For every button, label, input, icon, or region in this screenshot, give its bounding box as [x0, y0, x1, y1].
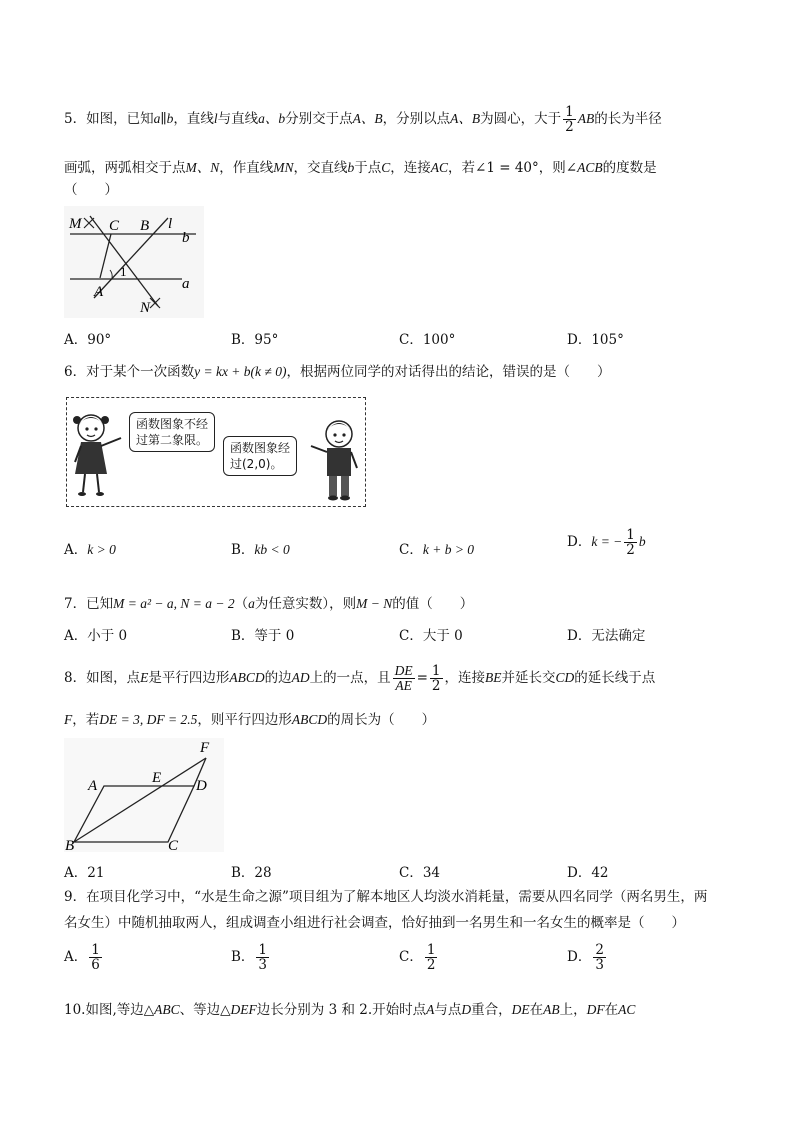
q5-label-C: C — [109, 218, 120, 234]
q6-bubble-right: 函数图象经 过(2,0)。 — [223, 436, 297, 476]
q8-stem-line2: F，若DE = 3, DF = 2.5，则平行四边形ABCD的周长为（ ） — [64, 712, 436, 728]
q7-option-a[interactable]: A．小于 0 — [64, 628, 128, 644]
q9-option-c[interactable]: C． $\frac{1}{2}$ — [399, 942, 436, 974]
q5-figure — [64, 206, 204, 318]
q9-option-d[interactable]: D． $\frac{2}{3}$ — [567, 942, 604, 974]
q5-label-l: l — [168, 216, 173, 232]
q5-label-N: N — [140, 300, 151, 316]
q8-figure — [64, 738, 224, 852]
q6-option-c[interactable]: C．k + b > 0 — [399, 542, 475, 558]
q5-line2: 画弧，两弧相交于点M、N，作直线MN，交直线b于点C，连接AC，若∠1 = 40°，则∠ACB的度数是 — [64, 160, 657, 176]
q5-label-a: a — [182, 276, 190, 292]
q8-option-c[interactable]: C．34 — [399, 865, 441, 881]
boy-figure-icon — [309, 416, 361, 502]
q5-label-b: b — [182, 230, 190, 246]
q10-stem-line1: 10.如图,等边△ABC、等边△DEF边长分别为 3 和 2.开始时点A与点D重合，DE在AB上，DF在AC — [64, 1002, 636, 1018]
q5-line1: 5．如图，已知a∥b，直线l与直线a、b分别交于点A、B，分别以点A、B为圆心，大于 $\frac{1}{2}$ AB的长为半径 — [64, 104, 662, 136]
girl-figure-icon — [69, 406, 125, 498]
q5-answer-paren: （ ） — [64, 182, 118, 198]
q9-option-a[interactable]: A． $\frac{1}{6}$ — [64, 942, 100, 974]
q6-dialogue-figure — [66, 397, 366, 507]
q7-option-b[interactable]: B．等于 0 — [231, 628, 295, 644]
q8-label-B: B — [65, 838, 75, 852]
q8-label-E: E — [152, 770, 162, 786]
q7-option-d[interactable]: D．无法确定 — [567, 628, 646, 644]
q5-label-A: A — [94, 284, 104, 300]
q8-label-D: D — [196, 778, 207, 794]
q7-option-c[interactable]: C．大于 0 — [399, 628, 463, 644]
q8-option-b[interactable]: B．28 — [231, 865, 272, 881]
q5-label-B: B — [140, 218, 150, 234]
q8-label-A: A — [88, 778, 98, 794]
q8-stem-line1: 8．如图，点E是平行四边形ABCD的边AD上的一点，且 $\frac{DE}{AE}$ = $\frac{1}{2}$ ，连接BE并延长交CD的延长线于点 — [64, 663, 656, 695]
q9-option-b[interactable]: B． $\frac{1}{3}$ — [231, 942, 268, 974]
q5-label-M: M — [69, 216, 82, 232]
q5-option-d[interactable]: D．105° — [567, 332, 624, 348]
q5-option-a[interactable]: A．90° — [64, 332, 112, 348]
q5-label-1: 1 — [120, 264, 127, 279]
q6-stem: 6．对于某个一次函数y = kx + b(k ≠ 0)，根据两位同学的对话得出的结论，错误的是（ ） — [64, 364, 611, 380]
q8-label-C: C — [168, 838, 179, 852]
q6-option-d[interactable]: D．k = − $\frac{1}{2}$ b — [567, 527, 646, 559]
q5-a-parallel-b: a∥b — [153, 111, 174, 127]
q9-stem-line2: 名女生）中随机抽取两人，组成调查小组进行社会调查，恰好抽到一名男生和一名女生的概率是（ ） — [64, 915, 685, 931]
q6-bubble-left: 函数图象不经 过第二象限。 — [129, 412, 215, 452]
q7-stem: 7．已知M = a² − a, N = a − 2（a为任意实数），则M − N的值（ ） — [64, 596, 474, 612]
q6-option-b[interactable]: B．kb < 0 — [231, 542, 290, 558]
q5-half-fraction: $\frac{1}{2}$ — [565, 104, 574, 136]
q5-option-c[interactable]: C．100° — [399, 332, 456, 348]
q6-option-a[interactable]: A．k > 0 — [64, 542, 116, 558]
q8-label-F: F — [200, 740, 210, 756]
q9-stem-line1: 9．在项目化学习中，“水是生命之源”项目组为了解本地区人均淡水消耗量，需要从四名同学（两名男生，两 — [64, 889, 708, 905]
q8-option-a[interactable]: A．21 — [64, 865, 105, 881]
q5-option-b[interactable]: B．95° — [231, 332, 279, 348]
q8-option-d[interactable]: D．42 — [567, 865, 609, 881]
